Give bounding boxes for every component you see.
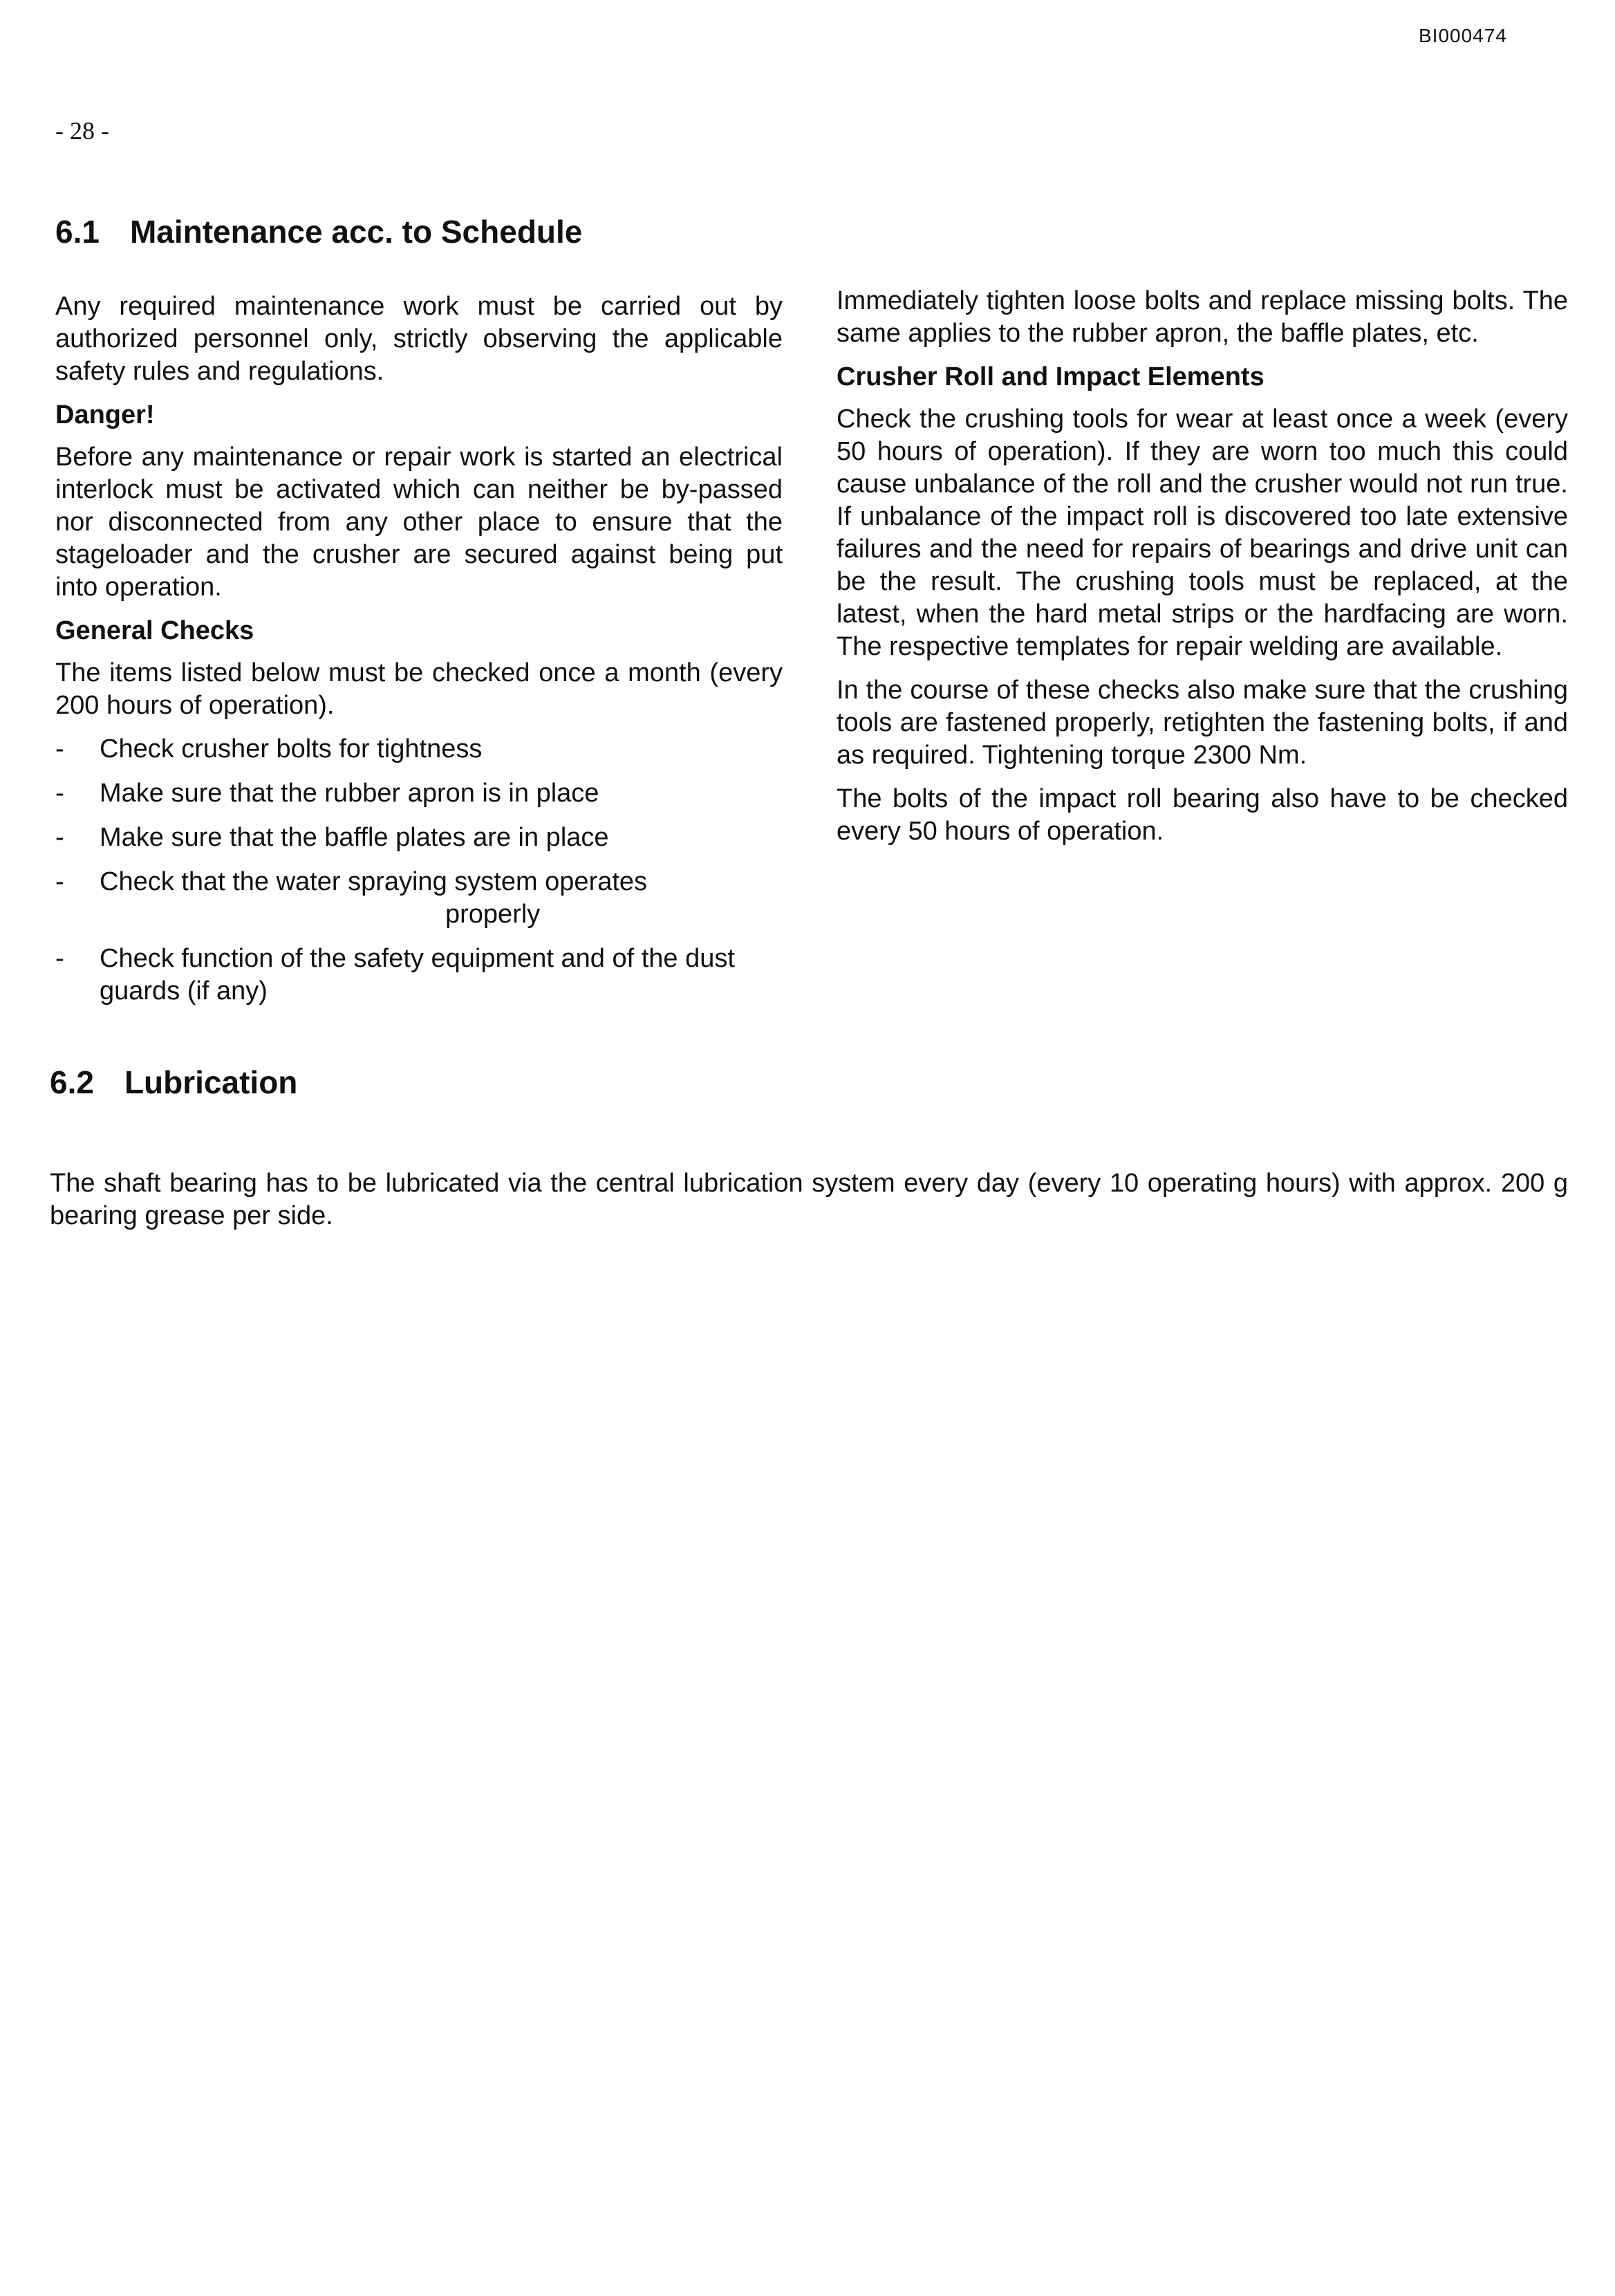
list-dash: - bbox=[55, 734, 64, 763]
checks-list bbox=[55, 733, 783, 1008]
section-number: 6.2 bbox=[50, 1064, 94, 1100]
section-title: Maintenance acc. to Schedule bbox=[129, 214, 583, 250]
list-dash: - bbox=[55, 867, 64, 896]
list-item bbox=[55, 777, 783, 810]
lubrication-text: The shaft bearing has to be lubricated via the central lubrication system every day (every 10 operating hours) with approx. 200 g bearing grease per side. bbox=[50, 1169, 1568, 1230]
general-checks-intro: The items listed below must be checked once a month (every 200 hours of operation). bbox=[55, 658, 783, 720]
section-6-2-heading bbox=[50, 1064, 297, 1101]
bearing-bolts-text: The bolts of the impact roll bearing also have to be checked every 50 hours of operation. bbox=[837, 784, 1568, 846]
page-number: - 28 - bbox=[55, 117, 109, 145]
fastening-text: In the course of these checks also make sure that the crushing tools are fastened properly, retighten the fastening bolts, if and as required. Tightening torque 2300 Nm. bbox=[837, 676, 1568, 770]
maintenance-intro: Any required maintenance work must be carried out by authorized personnel only, strictly observing the applicable safety rules and regulations. bbox=[55, 292, 783, 386]
danger-heading: Danger! bbox=[55, 400, 155, 429]
list-item bbox=[55, 733, 783, 766]
crusher-roll-heading: Crusher Roll and Impact Elements bbox=[837, 362, 1264, 391]
right-column bbox=[837, 285, 1568, 859]
bolts-intro: Immediately tighten loose bolts and replace missing bolts. The same applies to the rubber apron, the baffle plates, etc. bbox=[837, 286, 1568, 348]
section-6-1-heading bbox=[55, 213, 582, 250]
list-item-text: Check that the water spraying system operates bbox=[100, 867, 648, 896]
document-id: BI000474 bbox=[1419, 25, 1507, 46]
list-item-text: Make sure that the rubber apron is in place bbox=[100, 779, 599, 808]
list-item-text: Check crusher bolts for tightness bbox=[100, 734, 483, 763]
list-item bbox=[55, 943, 783, 1008]
list-item-text: Check function of the safety equipment and of the dust guards (if any) bbox=[100, 944, 735, 1006]
crusher-roll-text: Check the crushing tools for wear at least once a week (every 50 hours of operation). If they are worn too much this could cause unbalance of the roll and the crusher would not run true. If unbalance of the impact roll is discovered too late extensive failures and the need for repairs of bearings and drive unit can be the result. The crushing tools must be replaced, at the latest, when the hard metal strips or the hardfacing are worn. The respective templates for repair welding are available. bbox=[837, 405, 1568, 661]
list-item-text: Make sure that the baffle plates are in place bbox=[100, 823, 609, 852]
list-item bbox=[55, 822, 783, 854]
general-checks-heading: General Checks bbox=[55, 616, 254, 645]
section-number: 6.1 bbox=[55, 214, 100, 250]
left-column bbox=[55, 290, 783, 1019]
danger-text: Before any maintenance or repair work is started an electrical interlock must be activated which can neither be by-passed nor disconnected from any other place to ensure that the stageloader and the crusher are secured against being put into operation. bbox=[55, 443, 783, 602]
list-dash: - bbox=[55, 823, 64, 852]
section-title: Lubrication bbox=[124, 1064, 298, 1100]
list-item-text-continued: properly bbox=[445, 900, 541, 929]
list-dash: - bbox=[55, 779, 64, 808]
list-dash: - bbox=[55, 944, 64, 973]
list-item bbox=[55, 866, 783, 931]
